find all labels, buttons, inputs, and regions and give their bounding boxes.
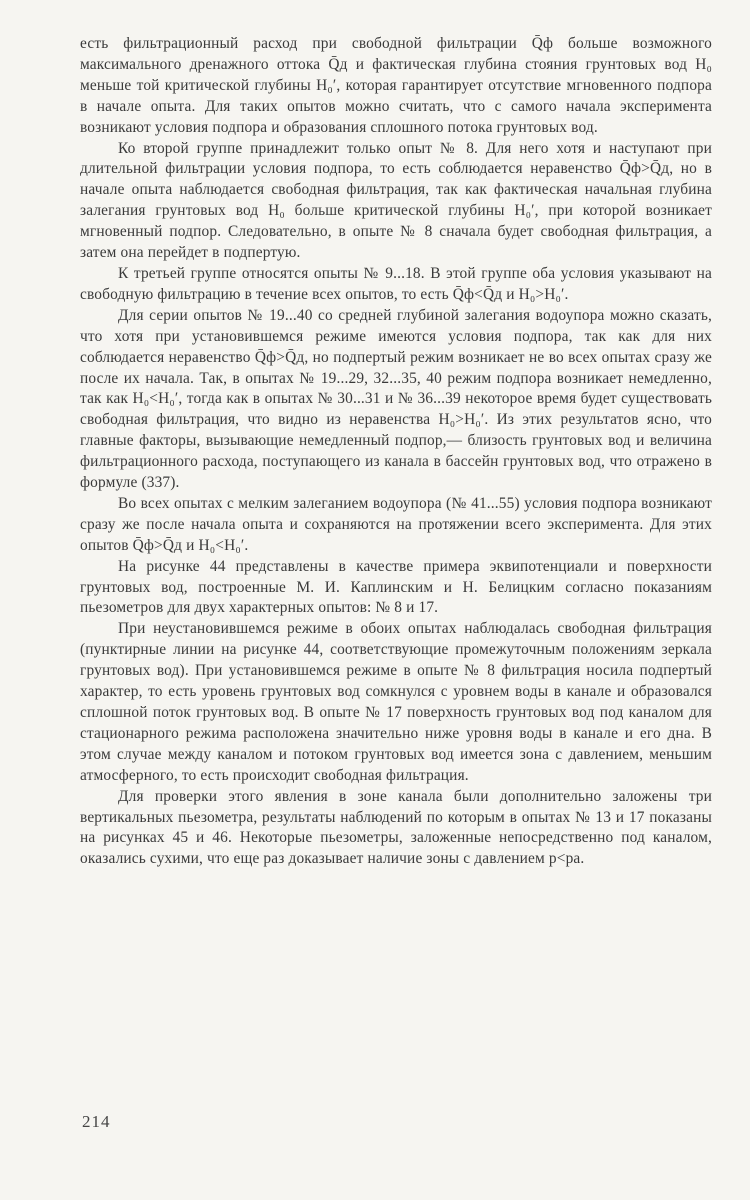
paragraph-2: Ко второй группе принадлежит только опыт № 8. Для него хотя и наступают при длительной фильтрации условия подпора, то есть соблюдается неравенство Q̄ф>Q̄д, но в начале опыта наблюдается свободная фильтрация, так как фактическая начальная глубина залегания грунтовых вод H₀ больше критической глубины H₀′, при которой возникает мгновенный подпор. Следовательно, в опыте № 8 сначала будет свободная фильтрация, а затем она перейдет в подпертую.	[80, 139, 712, 262]
paragraph-1: есть фильтрационный расход при свободной фильтрации Q̄ф больше возможного максимального дренажного оттока Q̄д и фактическая глубина стояния грунтовых вод H₀ меньше той критической глубины H₀′, которая гарантирует отсутствие мгновенного подпора в начале опыта. Для таких опытов можно считать, что с самого начала эксперимента возникают условия подпора и образования сплошного потока грунтовых вод.	[80, 35, 712, 136]
paragraph-8: Для проверки этого явления в зоне канала были дополнительно заложены три вертикальных пьезометра, результаты наблюдений по которым в опытах № 13 и 17 показаны на рисунках 45 и 46. Некоторые пьезометры, заложенные непосредственно под каналом, оказались сухими, что еще раз доказывает наличие зоны с давлением p<pа.	[80, 787, 712, 868]
paragraph-4: Для серии опытов № 19...40 со средней глубиной залегания водоупора можно сказать, что хотя при установившемся режиме имеются условия подпора, так как для них соблюдается неравенство Q̄ф>Q̄д, но подпертый режим возникает не во всех опытах сразу же после их начала. Так, в опытах № 19...29, 32...35, 40 режим подпора возникает немедленно, так как H₀<H₀′, тогда как в опытах № 30...31 и № 36...39 некоторое время будет существовать свободная фильтрация, что видно из неравенства H₀>H₀′. Из этих результатов ясно, что главные факторы, вызывающие немедленный подпор,— близость грунтовых вод и величина фильтрационного расхода, поступающего из канала в бассейн грунтовых вод, что отражено в формуле (337).	[80, 306, 712, 492]
paragraph-3: К третьей группе относятся опыты № 9...18. В этой группе оба условия указывают на свободную фильтрацию в течение всех опытов, то есть Q̄ф<Q̄д и H₀>H₀′.	[80, 264, 712, 303]
paragraph-7: При неустановившемся режиме в обоих опытах наблюдалась свободная фильтрация (пунктирные линии на рисунке 44, соответствующие промежуточным положениям зеркала грунтовых вод). При установившемся режиме в опыте № 8 фильтрация носила подпертый характер, то есть уровень грунтовых вод сомкнулся с уровнем воды в канале и образовался сплошной поток грунтовых вод. В опыте № 17 поверхность грунтовых вод под каналом для стационарного режима расположена значительно ниже уровня воды в канале и его дна. В этом случае между каналом и потоком грунтовых вод имеется зона с давлением, меньшим атмосферного, то есть происходит свободная фильтрация.	[80, 620, 712, 784]
paragraph-5: Во всех опытах с мелким залеганием водоупора (№ 41...55) условия подпора возникают сразу же после начала опыта и сохраняются на протяжении всего эксперимента. Для этих опытов Q̄ф>Q̄д и H₀<H₀′.	[80, 494, 712, 554]
paragraph-6: На рисунке 44 представлены в качестве примера эквипотенциали и поверхности грунтовых вод, построенные М. И. Каплинским и Н. Белицким согласно показаниям пьезометров для двух характерных опытов: № 8 и 17.	[80, 557, 712, 617]
page-number: 214	[82, 1112, 111, 1131]
body-text	[80, 34, 712, 870]
